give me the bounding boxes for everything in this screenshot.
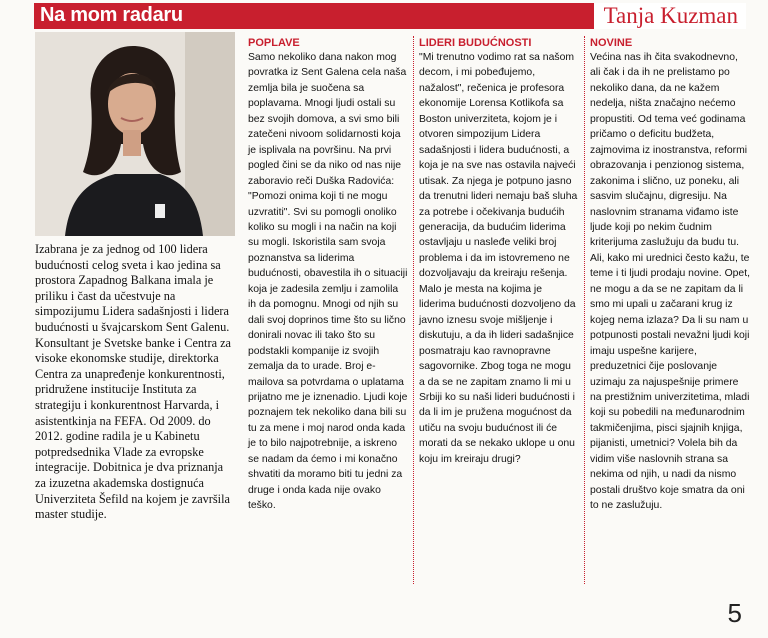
column-future-leaders [419, 36, 579, 467]
column-heading-newspapers: NOVINE [590, 37, 633, 49]
column-newspapers [590, 36, 750, 514]
column-heading-future-leaders: LIDERI BUDUĆNOSTI [419, 37, 532, 49]
author-name: Tanja Kuzman [594, 3, 746, 29]
portrait-illustration [35, 32, 235, 236]
column-heading-floods: POPLAVE [248, 37, 300, 49]
column-floods [248, 36, 408, 514]
author-bio-text: Izabrana je za jednog od 100 lidera budućnosti celog sveta i kao jedina sa prostora Zapadnog Balkana imala je priliku i čast da učestvuje na simpozijumu Lidera sadašnjosti i lidera budućnosti u švajcarskom Sent Galenu. Konsultant je Svetske banke i Centra za visoke ekonomske studije, direktorka Centra za unapređenje konkurentnosti, pridružene institucije Instituta za strategiju i konkurentnost Harvarda, i asistentkinja na FEFA. Od 2009. do 2012. godine radila je u Kabinetu potpredsednika Vlade za evropske integracije. Dobitnica je dva priznanja za izuzetna akademska dostignuća Univerziteta Šefild na kojem je završila master studije. [35, 242, 232, 522]
column-text-newspapers: Većina nas ih čita svakodnevno, ali čak i da ih ne prelistamo po nekoliko dana, da ne kažem nedelja, ništa značajno nećemo propustiti. Od tema već godinama pričamo o deficitu budžeta, zajmovima iz inostranstva, reformi obrazovanja i penzionog sistema, zakonima i slično, uz poneku, ali sasvim slučajnu, digresiju. Na naslovnim stranama viđamo iste ljude koji po nekim čudnim kriterijuma zaslužuju da budu tu. Ali, kako mi urednici često kažu, te teme i ti ljudi prodaju novine. Opet, ne mogu a da se ne zapitam da li smo mi upali u začarani krug iz kojeg nema izlaza? Da li su nam u potpunosti postali nevažni ljudi koji imaju uspešne karijere, preduzetnici čije poslovanje uzimaju za najuspešnije primere na prestižnim univerzitetima, mladi koji su pobedili na međunarodnim takmičenjima, pisci sjajnih knjiga, pijanisti, umetnici? Volela bih da vidim više naslovnih strana sa nekima od njih, u nadi da nismo postali društvo koje smatra da oni to ne zaslužuju. [590, 52, 750, 512]
column-divider [584, 36, 585, 584]
page-number: 5 [727, 598, 742, 628]
author-bio [35, 242, 235, 523]
column-divider [413, 36, 414, 584]
column-header-bar [34, 3, 746, 29]
column-text-future-leaders: "Mi trenutno vodimo rat sa našom decom, i mi pobeđujemo, nažalost", rečenica je profesora ekonomije Lorensa Kotlikofa sa Boston univerziteta, kojom je i otvoren simpozijum Lidera sadašnjosti i lidera budućnosti, a koja je na sve nas ostavila najveći utisak. Za njega je potpuno jasno da trenutni lideri nemaju baš sluha za potrebe i očekivanja budućih generacija, da budućim liderima ostavljaju u nasleđe veliki broj problema i da im istovremeno ne dozvoljavaju da kreiraju rešenja. Malo je mesta na kojima je liderima budućnosti dozvoljeno da javno iznesu svoje mišljenje i diskutuju, a da ih lideri sadašnjice posmatraju kao ravnopravne sagovornike. Zbog toga ne mogu a da se ne zapitam znamo li mi u Srbiji ko su naši lideri budućnosti i da li im je pružena mogućnost da utiču na svoju budućnost ili će morati da se nekako uklope u onu koju im kreiraju drugi? [419, 52, 578, 465]
column-title: Na mom radaru [40, 4, 183, 26]
author-photo [35, 32, 235, 236]
column-text-floods: Samo nekoliko dana nakon mog povratka iz Sent Galena cela naša zemlja bila je suočena sa poplavama. Mnogi ljudi ostali su bez svojih domova, a svi smo bili zatečeni nivoom solidarnosti koja je isplivala na površinu. Na prvi pogled čini se da niko od nas nije zaboravio reči Duška Radovića: "Pomozi onima koji ti ne mogu uzvratiti". Svi su pomogli onoliko koliko su mogli i na način na koji su mogli. Iskoristila sam svoja poznanstva sa liderima budućnosti, obavestila ih o situaciji koja je zadesila zemlju i zamolila ih da pomognu. Mnogi od njih su dali svoj doprinos time što su lično donirali novac ili tako što su podstakli kompanije iz svojih zemalja da to urade. Broj e-mailova sa potvrdama o uplatama prijatno me je iznenadio. Ljudi koje poznajem tek nekoliko dana bili su tu za mene i moj narod onda kada je to bilo najpotrebnije, a iskreno se nadam da ćemo i mi konačno shvatiti da moramo biti tu jedni za druge i onda kada nije ovako teško. [248, 52, 408, 512]
